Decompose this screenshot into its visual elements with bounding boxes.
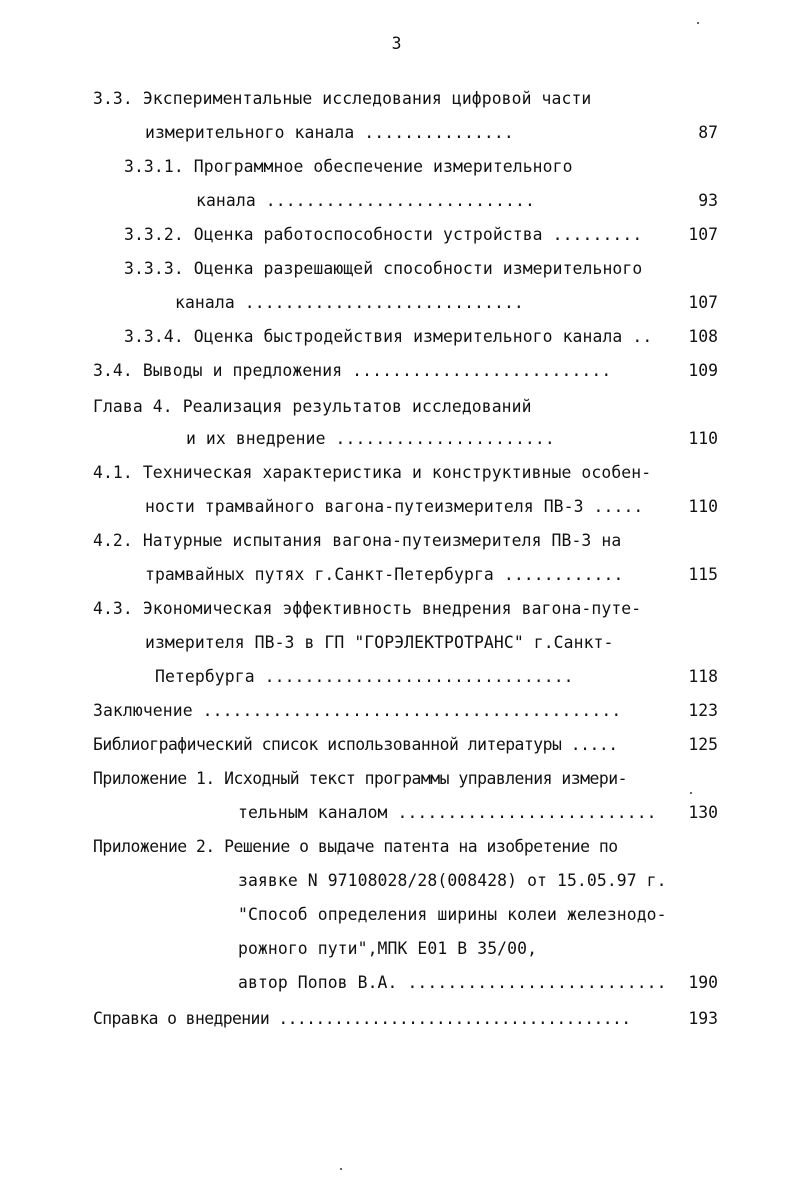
toc-entry-chapter-4-line2: и их внедрение ...................... <box>186 429 555 448</box>
toc-entry-chapter-4-page: 110 <box>688 429 718 448</box>
toc-entry-3-4-line1: 3.4. Выводы и предложения .......................... <box>93 361 612 380</box>
toc-entry-4-3-line3: Петербурга ............................... <box>155 667 574 686</box>
toc-entry-implementation-certificate-page: 193 <box>688 1009 718 1028</box>
toc-entry-3-3-3-line2: канала ............................ <box>175 293 524 312</box>
page-number: 3 <box>391 34 402 53</box>
toc-entry-3-3-4-page: 108 <box>688 327 718 346</box>
scan-speck <box>697 22 699 24</box>
toc-entry-bibliography-page: 125 <box>688 735 718 754</box>
toc-entry-chapter-4-line1: Глава 4. Реализация результатов исследований <box>93 397 532 416</box>
scan-speck <box>690 792 692 794</box>
toc-entry-4-3-line1: 4.3. Экономическая эффективность внедрения вагона-путе- <box>93 599 642 618</box>
toc-entry-3-3-4-line1: 3.3.4. Оценка быстродействия измерительного канала .. <box>124 327 653 346</box>
toc-entry-appendix-1-page: 130 <box>688 803 718 822</box>
toc-entry-appendix-2-line5: автор Попов В.А. .......................... <box>238 973 667 992</box>
toc-entry-3-3-3-line1: 3.3.3. Оценка разрешающей способности измерительного <box>124 259 643 278</box>
toc-entry-bibliography-line1: Библиографический список использованной литературы ..... <box>93 735 618 754</box>
toc-entry-4-3-page: 118 <box>688 667 718 686</box>
toc-entry-3-3-1-page: 93 <box>698 191 718 210</box>
toc-entry-appendix-2-line1: Приложение 2. Решение о выдаче патента на изобретение по <box>93 837 618 856</box>
toc-entry-appendix-2-line4: рожного пути",МПК Е01 В 35/00, <box>238 939 538 958</box>
toc-entry-3-3-line1: 3.3. Экспериментальные исследования цифровой части <box>93 89 592 108</box>
toc-entry-3-3-1-line2: канала ........................... <box>196 191 535 210</box>
toc-entry-4-2-page: 115 <box>688 565 718 584</box>
toc-entry-3-3-2-page: 107 <box>688 225 718 244</box>
toc-entry-implementation-certificate-line1: Справка о внедрении ...................................... <box>93 1009 631 1028</box>
toc-entry-conclusion-line1: Заключение .......................................... <box>93 701 622 720</box>
scan-speck <box>340 1168 342 1170</box>
toc-entry-3-3-3-page: 107 <box>688 293 718 312</box>
toc-entry-4-3-line2: измерителя ПВ-3 в ГП "ГОРЭЛЕКТРОТРАНС" г.Санкт- <box>145 633 614 652</box>
toc-entry-4-1-page: 110 <box>688 497 718 516</box>
toc-entry-appendix-1-line1: Приложение 1. Исходный текст программы управления измери- <box>93 769 627 788</box>
toc-entry-3-3-line2: измерительного канала ............... <box>145 123 514 142</box>
toc-entry-4-1-line2: ности трамвайного вагона-путеизмерителя ПВ-3 ..... <box>145 497 644 516</box>
toc-entry-4-1-line1: 4.1. Техническая характеристика и конструктивные особен- <box>93 463 652 482</box>
toc-entry-3-4-page: 109 <box>688 361 718 380</box>
toc-entry-3-3-1-line1: 3.3.1. Программное обеспечение измерительного <box>124 157 573 176</box>
toc-entry-conclusion-page: 123 <box>688 701 718 720</box>
toc-entry-3-3-2-line1: 3.3.2. Оценка работоспособности устройства ......... <box>124 225 643 244</box>
toc-entry-appendix-2-page: 190 <box>688 973 718 992</box>
toc-entry-4-2-line1: 4.2. Натурные испытания вагона-путеизмерителя ПВ-3 на <box>93 531 622 550</box>
toc-entry-appendix-1-line2: тельным каналом .......................... <box>238 803 657 822</box>
toc-entry-appendix-2-line2: заявке N 97108028/28(008428) от 15.05.97 г. <box>238 871 667 890</box>
toc-entry-appendix-2-line3: "Способ определения ширины колеи железнодо- <box>238 905 667 924</box>
toc-entry-3-3-page: 87 <box>698 123 718 142</box>
toc-entry-4-2-line2: трамвайных путях г.Санкт-Петербурга ............ <box>145 565 624 584</box>
